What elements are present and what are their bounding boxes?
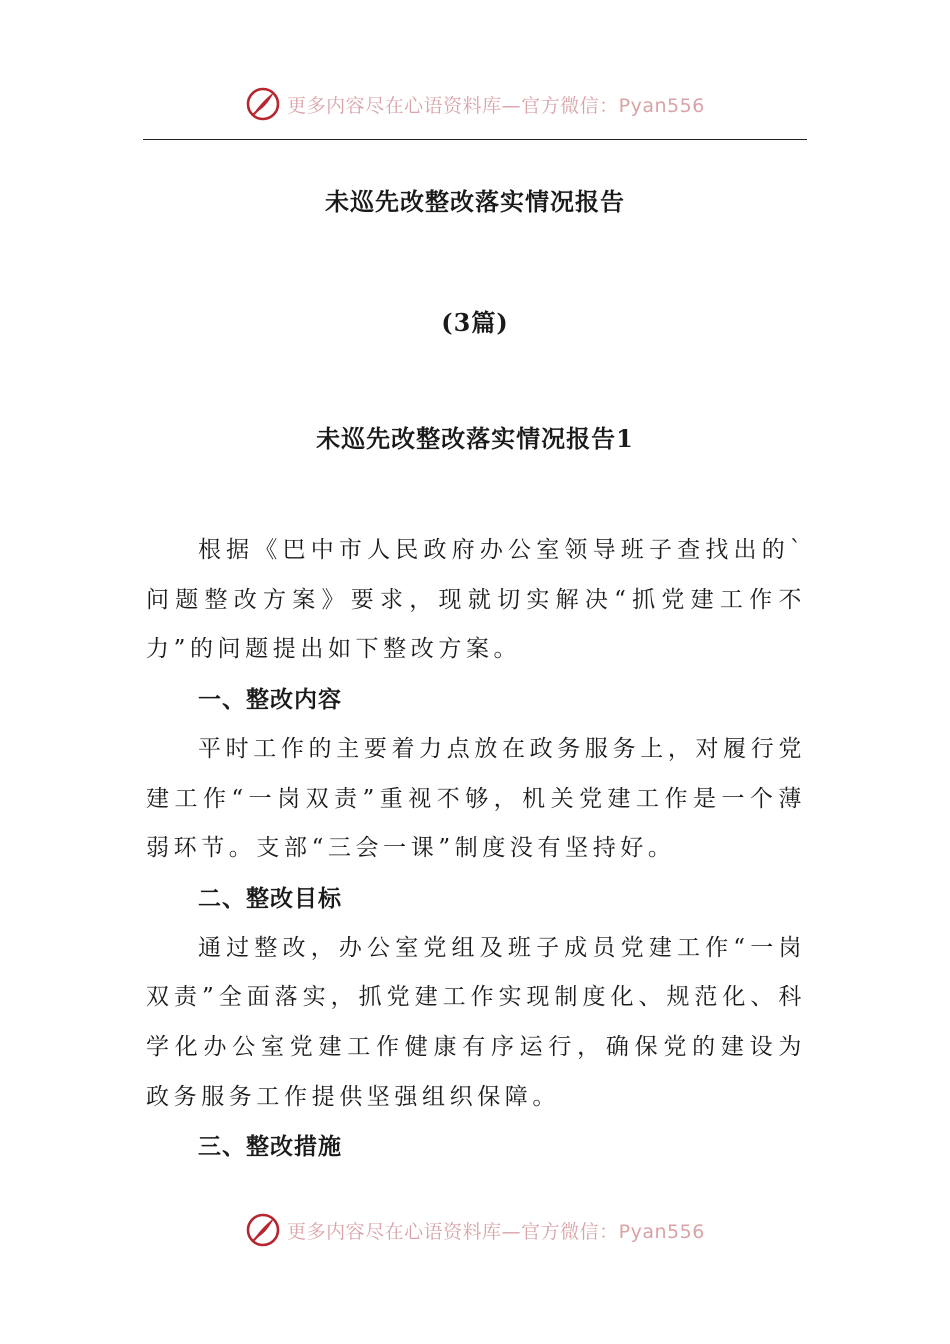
- document-body: [146, 526, 806, 1172]
- watermark-text: 更多内容尽在心语资料库—官方微信：Pyan556: [287, 1220, 705, 1243]
- header-watermark: [0, 82, 950, 126]
- section-title: 未巡先改整改落实情况报告1: [316, 424, 634, 453]
- section-heading: 三、整改措施: [198, 1133, 342, 1161]
- document-subtitle: (3篇): [441, 308, 509, 337]
- section-heading: 二、整改目标: [198, 884, 342, 912]
- document-title: 未巡先改整改落实情况报告: [325, 187, 625, 216]
- watermark-text: 更多内容尽在心语资料库—官方微信：Pyan556: [287, 94, 705, 117]
- body-paragraph: 根据《巴中市人民政府办公室领导班子查找出的`问题整改方案》要求，现就切实解决“抓党建工作不力”的问题提出如下整改方案。: [146, 537, 806, 663]
- body-paragraph: 通过整改，办公室党组及班子成员党建工作“一岗双责”全面落实，抓党建工作实现制度化、规范化、科学化办公室党建工作健康有序运行，确保党的建设为政务服务工作提供坚强组织保障。: [146, 934, 806, 1110]
- body-paragraph: 平时工作的主要着力点放在政务服务上，对履行党建工作“一岗双责”重视不够，机关党建工作是一个薄弱环节。支部“三会一课”制度没有坚持好。: [146, 735, 806, 862]
- quill-pen-logo-icon: [245, 1212, 281, 1248]
- section-heading: 一、整改内容: [198, 686, 342, 714]
- footer-watermark: [0, 1208, 950, 1252]
- quill-pen-logo-icon: [245, 86, 281, 122]
- header-divider: [143, 139, 807, 140]
